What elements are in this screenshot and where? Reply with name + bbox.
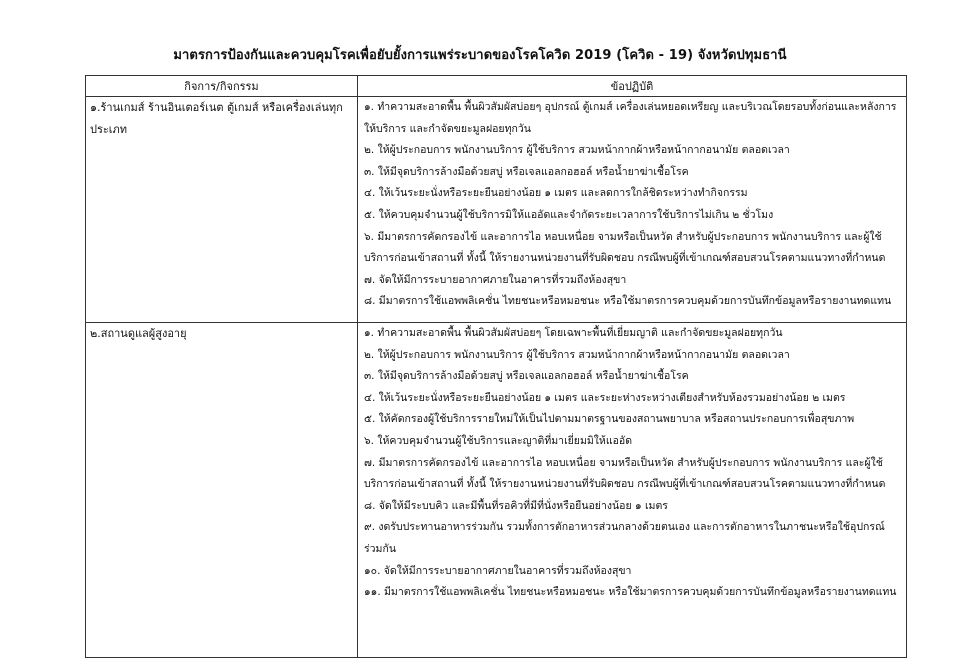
activity-cell: ๒.สถานดูแลผู้สูงอายุ [86, 323, 358, 658]
header-activity: กิจการ/กิจกรรม [86, 76, 358, 97]
page-title: มาตรการป้องกันและควบคุมโรคเพื่อยับยั้งการแพร่ระบาดของโรคโควิด 2019 (โควิด - 19) จังหวัดปทุมธานี [173, 48, 787, 63]
rule-item: ๙. งดรับประทานอาหารร่วมกัน รวมทั้งการตักอาหารส่วนกลางด้วยตนเอง และการตักอาหารในภาชนะหรือใช้อุปกรณ์ร่วมกัน [364, 521, 885, 555]
rule-item: ๒. ให้ผู้ประกอบการ พนักงานบริการ ผู้ใช้บริการ สวมหน้ากากผ้าหรือหน้ากากอนามัย ตลอดเวลา [364, 144, 790, 157]
rule-item: ๖. ให้ควบคุมจำนวนผู้ใช้บริการและญาติที่มาเยี่ยมมิให้แออัด [364, 434, 633, 447]
header-rules: ข้อปฏิบัติ [358, 76, 907, 97]
rule-item: ๗. มีมาตรการคัดกรองไข้ และอาการไอ หอบเหนื่อย จามหรือเป็นหวัด สำหรับผู้ประกอบการ พนักงานบริการ และผู้ใช้บริการก่อนเข้าสถานที่ ทั้งนี้ ให้รายงานหน่วยงานที่รับผิดชอบ กรณีพบผู้ที่เข้าเกณฑ์สอบสวนโรคตามแนวทางที่กำหนด [364, 456, 886, 491]
rule-item: ๒. ให้ผู้ประกอบการ พนักงานบริการ ผู้ใช้บริการ สวมหน้ากากผ้าหรือหน้ากากอนามัย ตลอดเวลา [364, 348, 790, 361]
rules-cell [358, 323, 907, 658]
rule-item: ๑. ทำความสะอาดพื้น พื้นผิวสัมผัสบ่อยๆ อุปกรณ์ ตู้เกมส์ เครื่องเล่นหยอดเหรียญ และบริเวณโดยรอบทั้งก่อนและหลังการให้บริการ และกำจัดขยะมูลฝอยทุกวัน [364, 101, 897, 135]
rule-item: ๔. ให้เว้นระยะนั่งหรือระยะยืนอย่างน้อย ๑ เมตร และลดการใกล้ชิดระหว่างทำกิจกรรม [364, 187, 748, 200]
measures-table [85, 75, 907, 658]
rule-item: ๗. จัดให้มีการระบายอากาศภายในอาคารที่รวมถึงห้องสุขา [364, 273, 627, 286]
table-header-row [86, 76, 907, 97]
table-row [86, 323, 907, 658]
rule-item: ๘. มีมาตรการใช้แอพพลิเคชั่น ไทยชนะหรือหมอชนะ หรือใช้มาตรการควบคุมด้วยการบันทึกข้อมูลหรือรายงานทดแทน [364, 295, 892, 308]
rule-item: ๖. มีมาตรการคัดกรองไข้ และอาการไอ หอบเหนื่อย จามหรือเป็นหวัด สำหรับผู้ประกอบการ พนักงานบริการ และผู้ใช้บริการก่อนเข้าสถานที่ ทั้งนี้ ให้รายงานหน่วยงานที่รับผิดชอบ กรณีพบผู้ที่เข้าเกณฑ์สอบสวนโรคตามแนวทางที่กำหนด [364, 230, 886, 265]
table-row [86, 97, 907, 323]
rule-item: ๕. ให้ควบคุมจำนวนผู้ใช้บริการมิให้แออัดและจำกัดระยะเวลาการใช้บริการไม่เกิน ๒ ชั่วโมง [364, 208, 774, 221]
activity-cell: ๑.ร้านเกมส์ ร้านอินเตอร์เนต ตู้เกมส์ หรือเครื่องเล่นทุกประเภท [86, 97, 358, 323]
rules-cell [358, 97, 907, 323]
rule-item: ๑. ทำความสะอาดพื้น พื้นผิวสัมผัสบ่อยๆ โดยเฉพาะพื้นที่เยี่ยมญาติ และกำจัดขยะมูลฝอยทุกวัน [364, 327, 783, 339]
rule-item: ๘. จัดให้มีระบบคิว และมีพื้นที่รอคิวที่มีที่นั่งหรือยืนอย่างน้อย ๑ เมตร [364, 499, 668, 512]
rule-item: ๔. ให้เว้นระยะนั่งหรือระยะยืนอย่างน้อย ๑ เมตร และระยะห่างระหว่างเตียงสำหรับห้องรวมอย่างน้อย ๒ เมตร [364, 391, 846, 404]
rule-item: ๑๑. มีมาตรการใช้แอพพลิเคชั่น ไทยชนะหรือหมอชนะ หรือใช้มาตรการควบคุมด้วยการบันทึกข้อมูลหรือรายงานทดแทน [364, 586, 897, 599]
rule-item: ๓. ให้มีจุดบริการล้างมือด้วยสบู่ หรือเจลแอลกอฮอล์ หรือน้ำยาฆ่าเชื้อโรค [364, 370, 689, 383]
rule-item: ๓. ให้มีจุดบริการล้างมือด้วยสบู่ หรือเจลแอลกอฮอล์ หรือน้ำยาฆ่าเชื้อโรค [364, 165, 689, 178]
rule-item: ๕. ให้คัดกรองผู้ใช้บริการรายใหม่ให้เป็นไปตามมาตรฐานของสถานพยาบาล หรือสถานประกอบการเพื่อสุขภาพ [364, 413, 855, 426]
rule-item: ๑๐. จัดให้มีการระบายอากาศภายในอาคารที่รวมถึงห้องสุขา [364, 564, 632, 577]
